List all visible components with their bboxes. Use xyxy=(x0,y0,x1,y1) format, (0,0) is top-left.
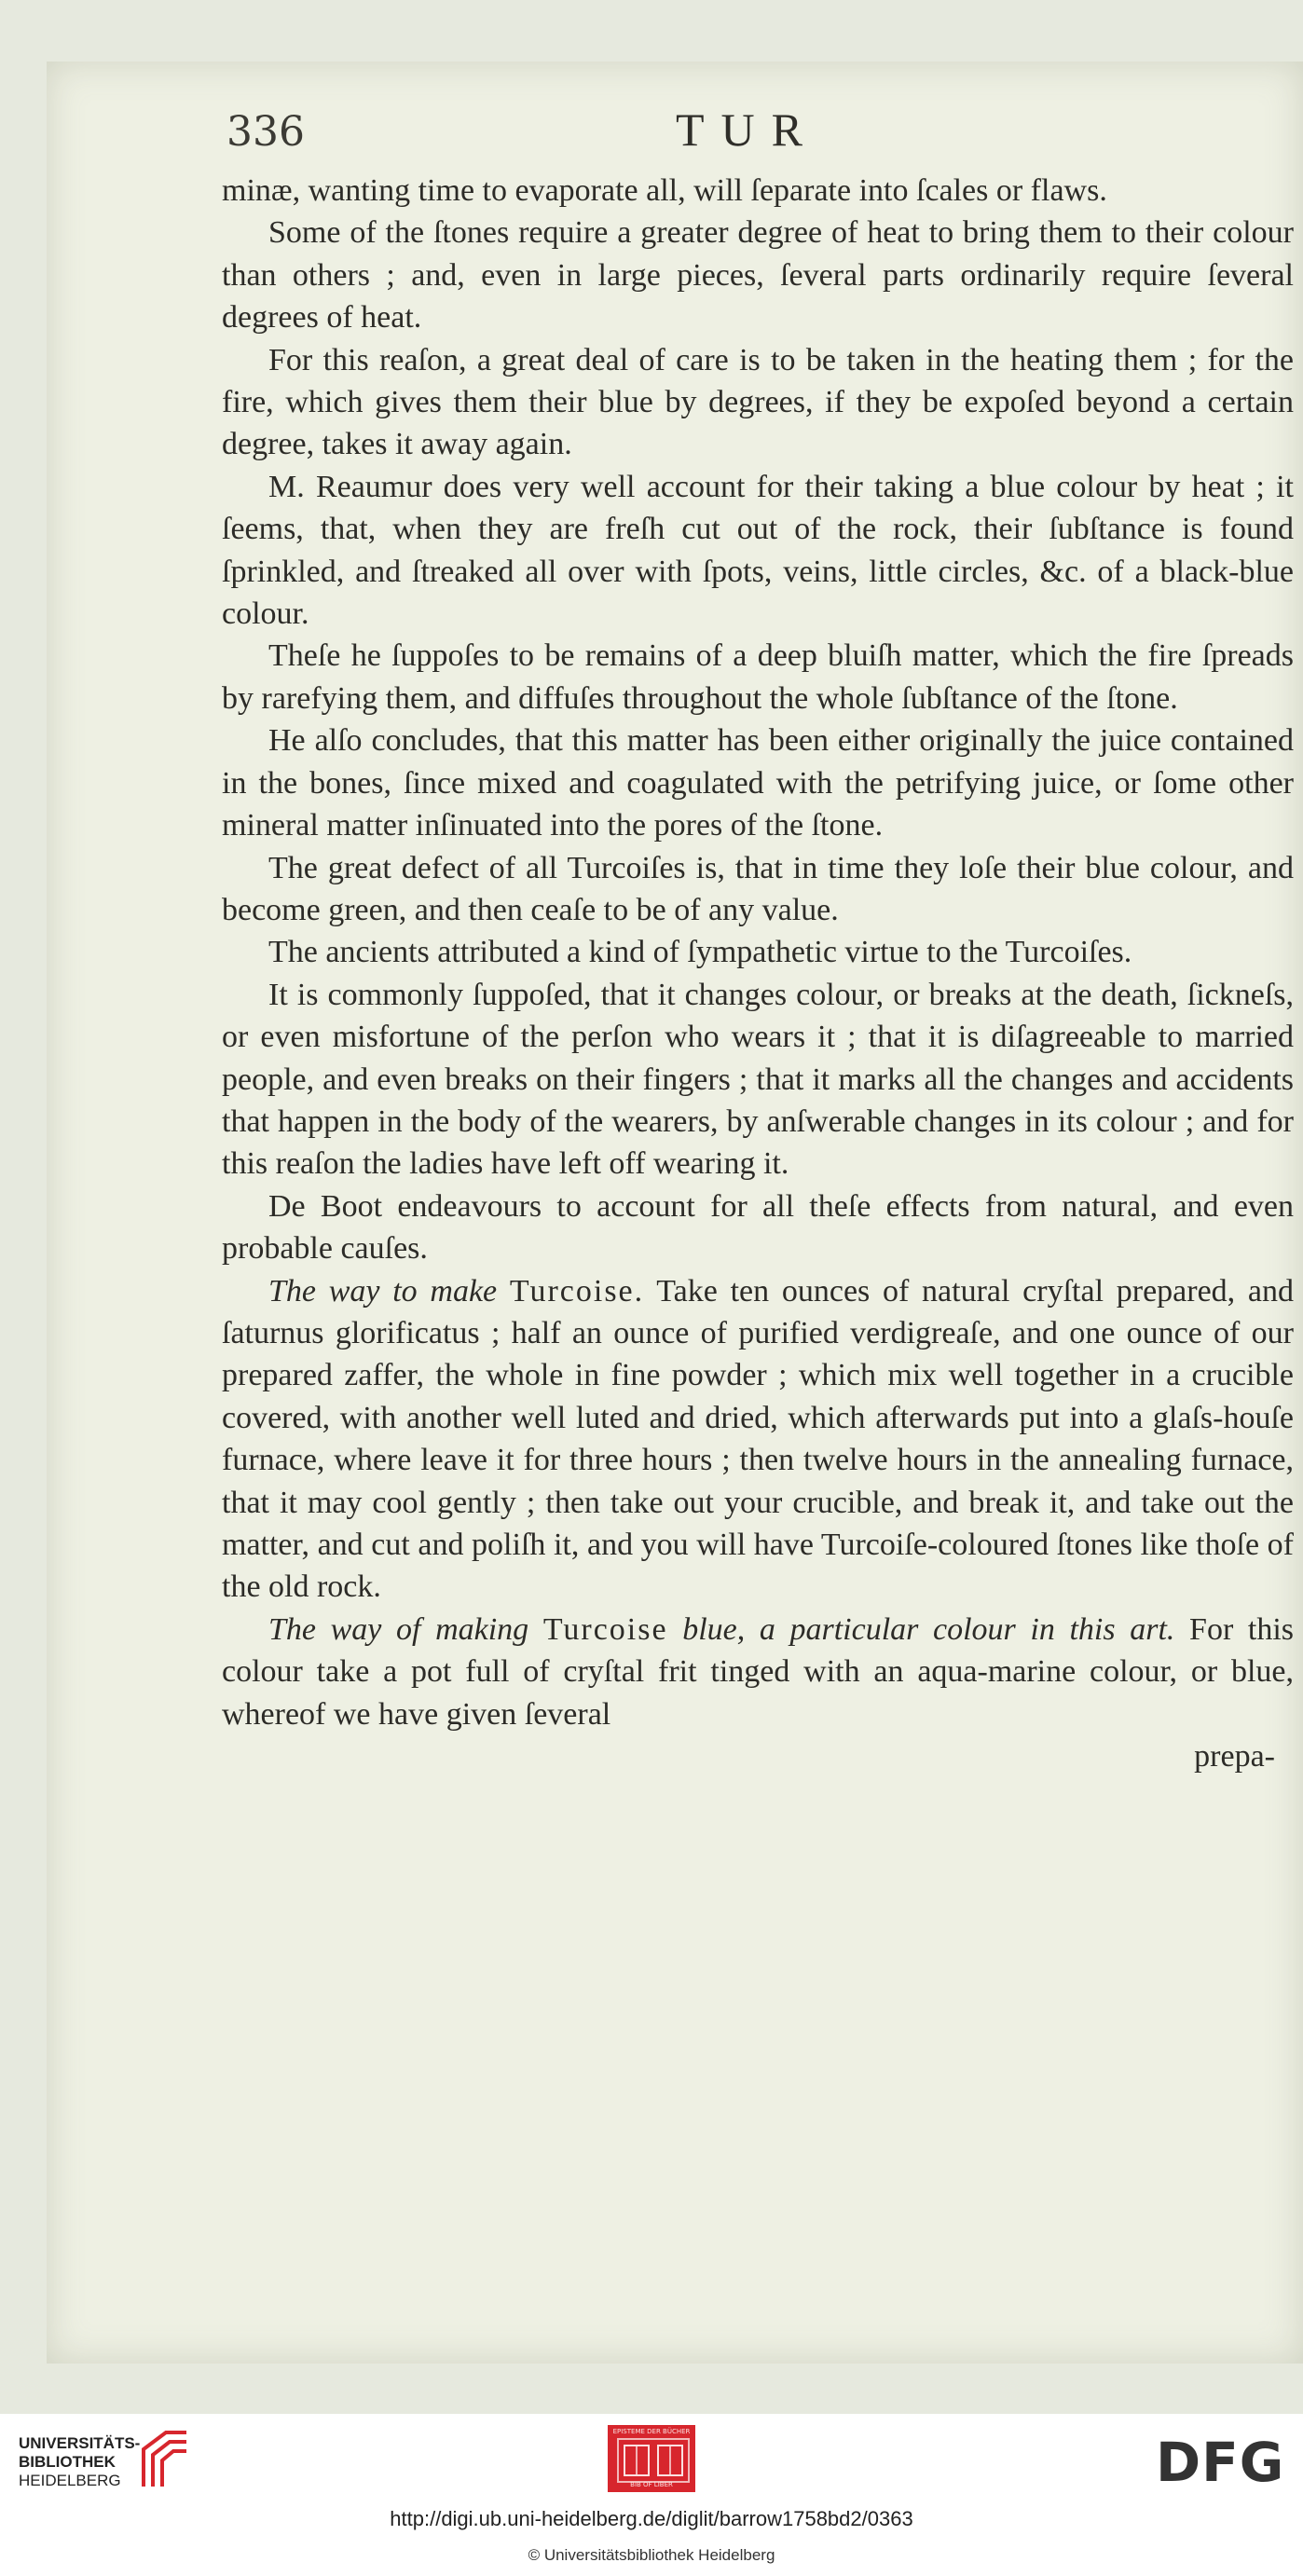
recipe-tail: blue, a particular colour in this art. xyxy=(682,1611,1175,1647)
body-text xyxy=(222,170,1294,1777)
recipe-heading: Turcoise xyxy=(542,1611,668,1647)
episteme-logo-top-text: EPISTEME DER BÜCHER xyxy=(612,2428,691,2435)
library-name-line: BIBLIOTHEK xyxy=(19,2453,116,2471)
paragraph: De Boot endeavours to account for all theſe effects from natural, and even probable cauſes. xyxy=(222,1188,1294,1267)
episteme-logo-frame xyxy=(617,2438,690,2483)
book-grid-icon xyxy=(619,2440,688,2481)
viewer-footer xyxy=(0,2414,1303,2576)
paragraph: The great defect of all Turcoiſes is, that in time they loſe their blue colour, and become green, and then ceaſe to be of any value. xyxy=(222,850,1294,927)
paragraph: He alſo concludes, that this matter has been either originally the juice contained in the bones, ſince mixed and coagulated with the petrifying juice, or ſome other mineral matter inſinuated into the pores of the ſtone. xyxy=(222,723,1294,843)
copyright-notice: © Universitätsbibliothek Heidelberg xyxy=(528,2546,775,2564)
paragraph: It is commonly ſuppoſed, that it changes colour, or breaks at the death, ſickneſs, or even misfortune of the perſon who wears it ; that it is diſagreeable to married people, and even breaks on their fingers ; that it marks all the changes and accidents that happen in the body of the wearers, by anſwerable changes in its colour ; and for this reaſon the ladies have left off wearing it. xyxy=(222,977,1294,1182)
paragraph: M. Reaumur does very well account for their taking a blue colour by heat ; it ſeems, that, when they are freſh cut out of the rock, their ſubſtance is found ſprinkled, and ſtreaked all over with ſpots, veins, little circles, &c. of a black-blue colour. xyxy=(222,469,1294,632)
recipe-lead: The way of making xyxy=(268,1611,529,1647)
episteme-logo[interactable] xyxy=(608,2425,695,2492)
recipe-body: Take ten ounces of natural cryſtal prepared, and ſaturnus glorificatus ; half an ounce of purified verdigreaſe, and one ounce of our prepared zaffer, the whole in fine powder ; which mix well together in a crucible covered, with another well luted and dried, which afterwards put into a glaſs-houſe furnace, where leave it for three hours ; then twelve hours in the annealing furnace, that it may cool gently ; then take out your crucible, and break it, and take out the matter, and cut and poliſh it, and you will have Turcoiſe-coloured ſtones like thoſe of the old rock. xyxy=(222,1273,1294,1605)
running-head: TUR xyxy=(676,103,819,156)
university-library-logo[interactable] xyxy=(19,2427,196,2501)
recipe-heading: Turcoise. xyxy=(509,1273,645,1309)
page-header xyxy=(182,103,1282,168)
dfg-logo[interactable]: DFG xyxy=(1156,2431,1285,2494)
catchword: prepa- xyxy=(1194,1739,1275,1774)
recipe-body: For this colour take a pot full of cryſtal frit tinged with an aqua-marine colour, or blue, whereof we have given ſeveral xyxy=(222,1611,1295,1732)
paragraph: Theſe he ſuppoſes to be remains of a deep bluiſh matter, which the fire ſpreads by rarefying them, and diffuſes throughout the whole ſubſtance of the ſtone. xyxy=(222,638,1294,716)
recipe-paragraph xyxy=(222,1609,1294,1735)
paragraph: minæ, wanting time to evaporate all, will ſeparate into ſcales or flaws. xyxy=(222,173,1107,208)
paragraph: For this reaſon, a great deal of care is to be taken in the heating them ; for the fire, which gives them their blue by degrees, if they be expoſed beyond a certain degree, takes it away again. xyxy=(222,342,1294,462)
paragraph: The ancients attributed a kind of ſympathetic virtue to the Turcoiſes. xyxy=(268,935,1132,970)
episteme-logo-bottom-text: BIB OF LIBER xyxy=(630,2481,673,2488)
library-mark-icon xyxy=(138,2427,192,2492)
page-number: 336 xyxy=(226,108,305,156)
paragraph: Some of the ſtones require a greater degree of heat to bring them to their colour than others ; and, even in large pieces, ſeveral parts ordinarily require ſeveral degrees of heat. xyxy=(222,215,1294,336)
library-name-line: HEIDELBERG xyxy=(19,2472,121,2489)
library-name-line: UNIVERSITÄTS- xyxy=(19,2434,141,2452)
permalink[interactable]: http://digi.ub.uni-heidelberg.de/diglit/barrow1758bd2/0363 xyxy=(390,2507,913,2530)
recipe-paragraph xyxy=(222,1270,1294,1609)
recipe-lead: The way to make xyxy=(268,1273,498,1309)
library-name xyxy=(19,2434,140,2490)
